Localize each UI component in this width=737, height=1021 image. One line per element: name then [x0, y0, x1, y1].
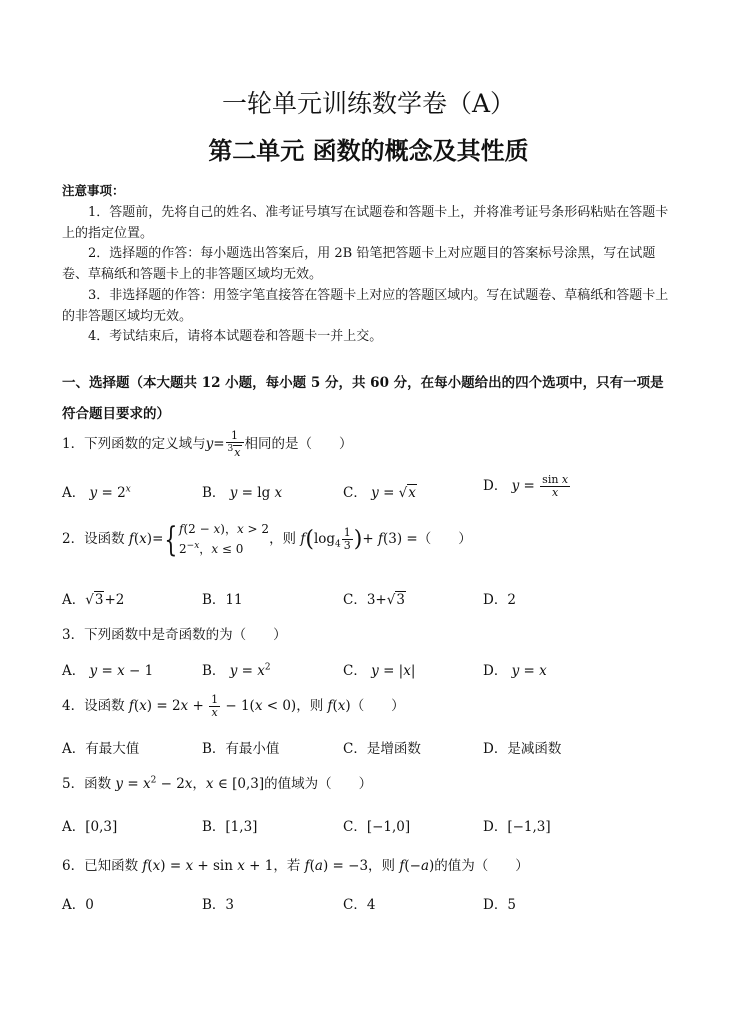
q1-option-a: A． $y = 2^x$: [62, 484, 131, 501]
q2-option-a: A．√3+2: [62, 592, 125, 608]
q3-option-d: D． y = x: [483, 663, 547, 679]
note-item: 3．非选择题的作答：用签字笔直接答在答题卡上对应的答题区域内。写在试题卷、草稿纸和答题卡上的非答题区域均无效。: [62, 288, 669, 324]
q2-option-d: D．2: [483, 592, 516, 608]
q1-option-c: C． y = √x: [343, 485, 416, 501]
question-4: 4．设函数 f(x) = 2x + $\frac{1}{x}$ − 1(x < 0)，则 f(x)（ ）: [62, 693, 405, 719]
q2-option-c: C．3+√3: [343, 592, 405, 608]
note-item: 4．考试结束后，请将本试题卷和答题卡一并上交。: [88, 329, 383, 344]
q3-option-a: A． y = x − 1: [62, 663, 154, 679]
notes-heading: 注意事项：: [62, 183, 125, 198]
section-heading-cont: 符合题目要求的）: [62, 406, 170, 422]
q1-option-d: D． y = $\frac{\text{sin x}}{x}$: [483, 473, 569, 499]
q1-stem-post: 相同的是（ ）: [244, 435, 353, 452]
question-1: 1．下列函数的定义域与y= $\frac{1}{^3x}$ 相同的是（ ）: [62, 429, 353, 459]
q5-option-b: B．[1,3]: [202, 819, 258, 835]
q3-option-b: B． $y = x^2$: [202, 662, 271, 679]
question-5: 5．函数 $y = x^2 - 2x$，x ∈ [0,3]的值域为（ ）: [62, 775, 373, 792]
question-3: 3．下列函数中是奇函数的为（ ）: [62, 627, 287, 643]
q6-option-a: A．0: [62, 897, 94, 913]
section-heading: 一、选择题（本大题共 12 小题，每小题 5 分，共 60 分，在每小题给出的四个选项中，只有一项是: [62, 375, 664, 391]
question-6: 6．已知函数 f(x) = x + sin x + 1，若 f(a) = −3，则 f(−a)的值为（ ）: [62, 858, 529, 874]
q4-option-a: A．有最大值: [62, 741, 140, 757]
q6-option-d: D．5: [483, 897, 516, 913]
note-item: 1．答题前，先将自己的姓名、准考证号填写在试题卷和答题卡上，并将准考证号条形码粘贴在答题卡上的指定位置。: [62, 205, 669, 241]
q4-option-d: D．是减函数: [483, 741, 562, 757]
q4-option-c: C．是增函数: [343, 741, 421, 757]
q5-option-a: A．[0,3]: [62, 819, 118, 835]
question-2: 2．设函数 f(x)={ f(2 − x)，x > 2 $2^{-x}$，x ≤ 0 ，则 $f(\log_4$ $\frac{1}{3}$ )+ f(3) =（ ）: [62, 519, 472, 560]
exam-title: 一轮单元训练数学卷（A）: [221, 89, 516, 118]
q5-option-d: D．[−1,3]: [483, 819, 551, 835]
q1-option-b: B． y = lg x: [202, 485, 283, 501]
note-item: 2．选择题的作答：每小题选出答案后，用 2B 铅笔把答题卡上对应题目的答案标号涂黑，写在试题卷、草稿纸和答题卡上的非答题区域均无效。: [62, 246, 656, 282]
unit-subtitle: 第二单元 函数的概念及其性质: [208, 136, 529, 165]
q1-stem-pre: 1．下列函数的定义域与: [62, 435, 206, 452]
q4-option-b: B．有最小值: [202, 741, 280, 757]
q2-option-b: B．11: [202, 592, 243, 608]
q3-option-c: C． y = |x|: [343, 663, 416, 679]
q6-option-c: C．4: [343, 897, 376, 913]
q5-option-c: C．[−1,0]: [343, 819, 411, 835]
q6-option-b: B．3: [202, 897, 235, 913]
